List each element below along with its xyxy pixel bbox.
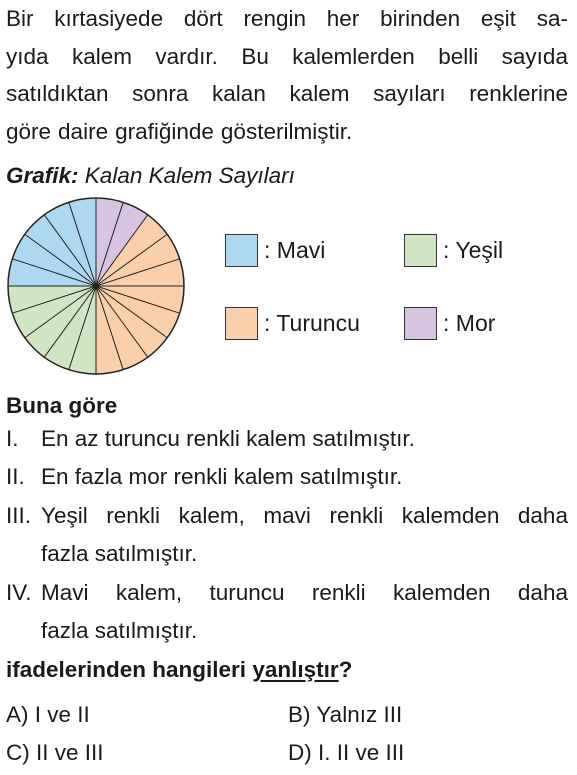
statement-i bbox=[6, 420, 568, 458]
legend-item-turuncu bbox=[225, 307, 360, 340]
word: kalem bbox=[71, 43, 132, 69]
word: belli bbox=[438, 43, 479, 69]
word: mavi bbox=[263, 503, 311, 528]
word: renkli bbox=[311, 580, 366, 605]
legend-item-mavi bbox=[225, 234, 325, 267]
word: renkli bbox=[106, 503, 161, 528]
question-emphasis: yanlıştır bbox=[252, 657, 339, 682]
statement-iii bbox=[6, 497, 568, 573]
intro-line-3 bbox=[6, 75, 568, 113]
pie-slice-mavi bbox=[8, 198, 96, 286]
option-c[interactable]: C) II ve III bbox=[6, 740, 104, 765]
statement-number: III. bbox=[6, 503, 32, 528]
word: sayıları bbox=[373, 81, 446, 106]
word: vardır. bbox=[155, 43, 218, 69]
legend-label-mor: : Mor bbox=[443, 310, 496, 336]
statement-number: I. bbox=[6, 426, 19, 451]
word: kalemden bbox=[401, 503, 500, 528]
question-pre: ifadelerinden hangileri bbox=[6, 657, 253, 682]
intro-line-4 bbox=[6, 113, 568, 151]
statement-number: II. bbox=[6, 464, 25, 489]
word: kalem bbox=[289, 81, 350, 106]
word: rengin bbox=[243, 6, 306, 31]
word: renklerine bbox=[469, 81, 568, 106]
word: sayıda bbox=[501, 43, 568, 69]
word: kalem, bbox=[115, 580, 183, 605]
word: daha bbox=[517, 503, 568, 528]
word: daha bbox=[517, 580, 568, 605]
word: sa- bbox=[536, 6, 568, 31]
word: Mavi bbox=[41, 580, 89, 605]
word: grafiğinde bbox=[115, 118, 214, 144]
intro-line-2 bbox=[6, 38, 568, 76]
legend-swatch-yesil bbox=[404, 234, 437, 267]
legend-item-mor bbox=[404, 307, 495, 340]
intro-paragraph bbox=[6, 0, 568, 150]
statement-line: En az turuncu renkli kalem satılmıştır. bbox=[41, 426, 415, 451]
chart-caption bbox=[6, 158, 295, 194]
word: eşit bbox=[480, 6, 516, 31]
word: yıda bbox=[6, 43, 49, 69]
question-post: ? bbox=[338, 657, 353, 682]
legend-label-mavi: : Mavi bbox=[264, 237, 326, 263]
caption-title: Kalan Kalem Sayıları bbox=[84, 163, 295, 188]
word: kalan bbox=[212, 81, 266, 106]
word: Yeşil bbox=[41, 503, 88, 528]
word: göre bbox=[6, 118, 52, 144]
word: birinden bbox=[380, 6, 461, 31]
word: satıldıktan bbox=[6, 81, 109, 106]
statement-ii bbox=[6, 458, 568, 496]
word: kalemden bbox=[393, 580, 491, 605]
caption-label: Grafik: bbox=[6, 163, 79, 188]
word: daire bbox=[58, 118, 109, 144]
option-b[interactable]: B) Yalnız III bbox=[288, 702, 403, 727]
statement-line: fazla satılmıştır. bbox=[41, 618, 198, 643]
statement-line: fazla satılmıştır. bbox=[41, 541, 198, 566]
legend-swatch-mor bbox=[404, 307, 437, 340]
option-a[interactable]: A) I ve II bbox=[6, 702, 90, 727]
lead-text: Buna göre bbox=[6, 393, 118, 418]
word: kalemlerden bbox=[292, 43, 415, 69]
option-d[interactable]: D) I. II ve III bbox=[288, 740, 405, 765]
word: Bu bbox=[241, 43, 269, 69]
statement-iv bbox=[6, 574, 568, 650]
word: her bbox=[326, 6, 360, 31]
pie-chart bbox=[6, 196, 186, 376]
legend-label-turuncu: : Turuncu bbox=[264, 310, 360, 336]
word: renkli bbox=[329, 503, 384, 528]
question-text bbox=[6, 652, 352, 688]
word: dört bbox=[183, 6, 223, 31]
statement-number: IV. bbox=[6, 580, 32, 605]
intro-line-1 bbox=[6, 0, 568, 38]
word: turuncu bbox=[209, 580, 285, 605]
word: sonra bbox=[132, 81, 189, 106]
word: Bir bbox=[6, 6, 34, 31]
word: gösterilmiştir. bbox=[220, 118, 353, 144]
word: kırtasiyede bbox=[54, 6, 164, 31]
legend-item-yesil bbox=[404, 234, 503, 267]
statement-line: En fazla mor renkli kalem satılmıştır. bbox=[41, 464, 403, 489]
word: kalem, bbox=[178, 503, 245, 528]
pie-slice-yeşil bbox=[8, 286, 96, 374]
legend-label-yesil: : Yeşil bbox=[443, 237, 504, 263]
statement-line bbox=[6, 574, 568, 612]
legend-swatch-turuncu bbox=[225, 307, 258, 340]
legend-swatch-mavi bbox=[225, 234, 258, 267]
statement-line bbox=[6, 497, 568, 535]
